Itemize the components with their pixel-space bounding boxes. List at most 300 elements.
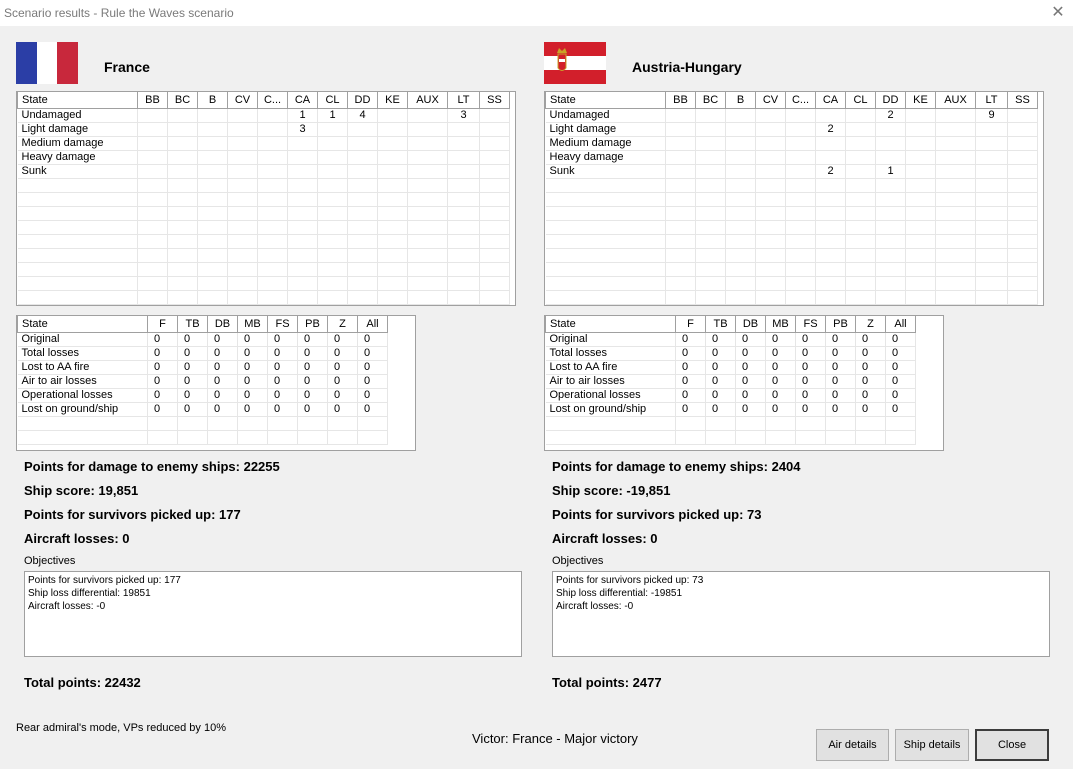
- cell-value: [238, 417, 268, 431]
- cell-value: [318, 179, 348, 193]
- cell-value: [906, 179, 936, 193]
- empty-row[interactable]: [546, 193, 1038, 207]
- cell-value: [906, 277, 936, 291]
- cell-value: [826, 431, 856, 445]
- cell-value: [816, 277, 846, 291]
- cell-value: 0: [766, 347, 796, 361]
- cell-value: [168, 123, 198, 137]
- cell-value: [726, 207, 756, 221]
- cell-value: [696, 207, 726, 221]
- air-row[interactable]: [18, 389, 388, 403]
- cell-value: [168, 277, 198, 291]
- cell-value: [696, 193, 726, 207]
- cell-value: [1008, 221, 1038, 235]
- cell-value: 0: [358, 361, 388, 375]
- column-header[interactable]: CA: [816, 92, 846, 109]
- aircraft-losses-france: Aircraft losses: 0: [24, 531, 130, 546]
- empty-row[interactable]: [546, 179, 1038, 193]
- cell-value: [318, 235, 348, 249]
- column-header[interactable]: CV: [756, 92, 786, 109]
- ship-row[interactable]: [546, 151, 1038, 165]
- empty-row[interactable]: [18, 235, 510, 249]
- cell-value: 0: [736, 403, 766, 417]
- cell-value: [876, 193, 906, 207]
- cell-value: [378, 165, 408, 179]
- ship-score-austria-hungary: Ship score: -19,851: [552, 483, 671, 498]
- column-header[interactable]: LT: [976, 92, 1008, 109]
- cell-value: [288, 179, 318, 193]
- air-row[interactable]: [546, 333, 916, 347]
- cell-value: [1008, 249, 1038, 263]
- column-header[interactable]: State: [18, 92, 138, 109]
- cell-value: [168, 235, 198, 249]
- cell-value: [328, 417, 358, 431]
- empty-row[interactable]: [546, 431, 916, 445]
- cell-value: 0: [796, 375, 826, 389]
- cell-value: [138, 179, 168, 193]
- ship-status-table-france[interactable]: [16, 91, 516, 306]
- objectives-label-austria-hungary: Objectives: [552, 555, 604, 567]
- column-header[interactable]: BC: [696, 92, 726, 109]
- column-header[interactable]: TB: [706, 316, 736, 333]
- air-row[interactable]: [18, 375, 388, 389]
- cell-value: [756, 221, 786, 235]
- cell-value: [288, 165, 318, 179]
- cell-value: [288, 249, 318, 263]
- cell-value: [348, 137, 378, 151]
- cell-value: 0: [826, 333, 856, 347]
- empty-row[interactable]: [546, 417, 916, 431]
- cell-value: 0: [298, 375, 328, 389]
- cell-value: [976, 249, 1008, 263]
- ship-row[interactable]: [18, 137, 510, 151]
- column-header[interactable]: PB: [826, 316, 856, 333]
- cell-value: [1008, 235, 1038, 249]
- cell-value: 1: [288, 109, 318, 123]
- ship-score-france: Ship score: 19,851: [24, 483, 139, 498]
- column-header[interactable]: FS: [796, 316, 826, 333]
- column-header[interactable]: State: [546, 92, 666, 109]
- cell-value: [816, 109, 846, 123]
- empty-row[interactable]: [18, 417, 388, 431]
- column-header[interactable]: SS: [1008, 92, 1038, 109]
- cell-value: [846, 221, 876, 235]
- cell-value: [936, 109, 976, 123]
- cell-value: 0: [208, 375, 238, 389]
- air-status-table-austria-hungary[interactable]: [544, 315, 944, 451]
- cell-value: 0: [766, 361, 796, 375]
- empty-row[interactable]: [18, 249, 510, 263]
- cell-value: [168, 193, 198, 207]
- cell-value: [238, 431, 268, 445]
- empty-row[interactable]: [18, 431, 388, 445]
- cell-value: [198, 123, 228, 137]
- cell-value: 0: [358, 403, 388, 417]
- cell-value: [288, 263, 318, 277]
- column-header[interactable]: B: [198, 92, 228, 109]
- objectives-box-france[interactable]: [24, 571, 522, 657]
- cell-value: [846, 109, 876, 123]
- column-header[interactable]: CV: [228, 92, 258, 109]
- row-label: Undamaged: [18, 109, 138, 123]
- cell-value: [408, 235, 448, 249]
- air-row[interactable]: [546, 347, 916, 361]
- column-header[interactable]: MB: [238, 316, 268, 333]
- column-header[interactable]: State: [546, 316, 676, 333]
- cell-value: [666, 221, 696, 235]
- column-header[interactable]: DB: [208, 316, 238, 333]
- cell-value: [876, 249, 906, 263]
- cell-value: [976, 207, 1008, 221]
- cell-value: [876, 221, 906, 235]
- column-header[interactable]: CA: [288, 92, 318, 109]
- cell-value: 2: [876, 109, 906, 123]
- cell-value: [876, 235, 906, 249]
- column-header[interactable]: MB: [766, 316, 796, 333]
- ship-row[interactable]: [18, 151, 510, 165]
- cell-value: [936, 151, 976, 165]
- air-row[interactable]: [18, 347, 388, 361]
- cell-value: [856, 417, 886, 431]
- cell-value: 0: [706, 347, 736, 361]
- cell-value: 0: [676, 361, 706, 375]
- column-header[interactable]: DD: [348, 92, 378, 109]
- empty-row[interactable]: [18, 179, 510, 193]
- cell-value: [258, 165, 288, 179]
- cell-value: 0: [298, 403, 328, 417]
- row-label: Sunk: [546, 165, 666, 179]
- column-header[interactable]: Z: [856, 316, 886, 333]
- cell-value: 3: [288, 123, 318, 137]
- cell-value: [480, 193, 510, 207]
- total-points-france: Total points: 22432: [24, 675, 141, 690]
- cell-value: [348, 263, 378, 277]
- column-header[interactable]: Z: [328, 316, 358, 333]
- cell-value: [846, 207, 876, 221]
- cell-value: [666, 123, 696, 137]
- cell-value: [976, 193, 1008, 207]
- empty-row[interactable]: [546, 207, 1038, 221]
- cell-value: [448, 235, 480, 249]
- cell-value: [228, 249, 258, 263]
- cell-value: [448, 249, 480, 263]
- cell-value: [328, 431, 358, 445]
- objective-line: Points for survivors picked up: 73: [556, 575, 704, 586]
- title-bar: [0, 0, 1073, 26]
- cell-value: [228, 123, 258, 137]
- ship-row[interactable]: [546, 109, 1038, 123]
- close-button[interactable]: Close: [975, 729, 1049, 761]
- cell-value: [666, 165, 696, 179]
- column-header[interactable]: KE: [906, 92, 936, 109]
- cell-value: [786, 235, 816, 249]
- survivors-points-france: Points for survivors picked up: 177: [24, 507, 241, 522]
- cell-value: 0: [796, 389, 826, 403]
- cell-value: 0: [208, 333, 238, 347]
- cell-value: [268, 431, 298, 445]
- cell-value: [726, 193, 756, 207]
- ship-status-table-austria-hungary[interactable]: [544, 91, 1044, 306]
- column-header[interactable]: TB: [178, 316, 208, 333]
- row-label: Light damage: [546, 123, 666, 137]
- cell-value: [1008, 109, 1038, 123]
- cell-value: [786, 109, 816, 123]
- empty-row[interactable]: [546, 291, 1038, 305]
- air-details-button[interactable]: Air details: [816, 729, 889, 761]
- cell-value: [726, 165, 756, 179]
- cell-value: [208, 417, 238, 431]
- cell-value: [876, 291, 906, 305]
- cell-value: [168, 151, 198, 165]
- cell-value: [906, 193, 936, 207]
- cell-value: 0: [856, 389, 886, 403]
- cell-value: [936, 235, 976, 249]
- row-label: Medium damage: [546, 137, 666, 151]
- cell-value: [138, 263, 168, 277]
- cell-value: [786, 249, 816, 263]
- empty-row[interactable]: [546, 221, 1038, 235]
- window-title: Scenario results - Rule the Waves scenario: [4, 6, 234, 20]
- cell-value: 0: [706, 389, 736, 403]
- row-label: [18, 277, 138, 291]
- cell-value: [378, 235, 408, 249]
- cell-value: [846, 193, 876, 207]
- empty-row[interactable]: [18, 207, 510, 221]
- air-status-table-france[interactable]: [16, 315, 416, 451]
- cell-value: [348, 277, 378, 291]
- column-header[interactable]: CL: [318, 92, 348, 109]
- cell-value: [1008, 263, 1038, 277]
- column-header[interactable]: DB: [736, 316, 766, 333]
- cell-value: 0: [826, 347, 856, 361]
- cell-value: 1: [876, 165, 906, 179]
- ship-details-button[interactable]: Ship details: [895, 729, 969, 761]
- empty-row[interactable]: [18, 291, 510, 305]
- objective-line: Ship loss differential: 19851: [28, 588, 151, 599]
- column-header[interactable]: F: [148, 316, 178, 333]
- cell-value: [288, 151, 318, 165]
- row-label: [546, 221, 666, 235]
- cell-value: [358, 417, 388, 431]
- empty-row[interactable]: [546, 235, 1038, 249]
- cell-value: [168, 109, 198, 123]
- cell-value: [198, 165, 228, 179]
- empty-row[interactable]: [546, 277, 1038, 291]
- cell-value: [198, 249, 228, 263]
- cell-value: [766, 431, 796, 445]
- cell-value: [480, 207, 510, 221]
- cell-value: 0: [148, 347, 178, 361]
- row-label: [546, 193, 666, 207]
- air-row[interactable]: [546, 403, 916, 417]
- aircraft-losses-austria-hungary: Aircraft losses: 0: [552, 531, 658, 546]
- objective-line: Aircraft losses: -0: [556, 601, 634, 612]
- column-header[interactable]: SS: [480, 92, 510, 109]
- points-damage-france: Points for damage to enemy ships: 22255: [24, 459, 280, 474]
- empty-row[interactable]: [546, 263, 1038, 277]
- cell-value: [886, 417, 916, 431]
- column-header[interactable]: KE: [378, 92, 408, 109]
- cell-value: [786, 263, 816, 277]
- cell-value: [378, 291, 408, 305]
- cell-value: 0: [706, 333, 736, 347]
- cell-value: [846, 165, 876, 179]
- cell-value: [936, 207, 976, 221]
- ship-row[interactable]: [18, 165, 510, 179]
- column-header[interactable]: DD: [876, 92, 906, 109]
- cell-value: [178, 417, 208, 431]
- cell-value: [448, 221, 480, 235]
- cell-value: 0: [796, 361, 826, 375]
- air-row[interactable]: [18, 361, 388, 375]
- cell-value: [786, 291, 816, 305]
- air-row[interactable]: [546, 389, 916, 403]
- ship-row[interactable]: [546, 165, 1038, 179]
- column-header[interactable]: BB: [666, 92, 696, 109]
- cell-value: [936, 277, 976, 291]
- column-header[interactable]: F: [676, 316, 706, 333]
- cell-value: 0: [886, 375, 916, 389]
- cell-value: [138, 165, 168, 179]
- cell-value: [786, 179, 816, 193]
- cell-value: [906, 235, 936, 249]
- cell-value: [976, 291, 1008, 305]
- objective-line: Aircraft losses: -0: [28, 601, 106, 612]
- row-label: [18, 207, 138, 221]
- cell-value: [1008, 123, 1038, 137]
- cell-value: [936, 137, 976, 151]
- column-header[interactable]: CL: [846, 92, 876, 109]
- empty-row[interactable]: [18, 263, 510, 277]
- cell-value: [816, 137, 846, 151]
- cell-value: 0: [238, 347, 268, 361]
- cell-value: [258, 221, 288, 235]
- cell-value: [318, 221, 348, 235]
- cell-value: [318, 151, 348, 165]
- empty-row[interactable]: [18, 221, 510, 235]
- cell-value: [666, 109, 696, 123]
- ship-row[interactable]: [546, 123, 1038, 137]
- cell-value: [826, 417, 856, 431]
- cell-value: [736, 417, 766, 431]
- cell-value: [448, 123, 480, 137]
- cell-value: [846, 179, 876, 193]
- cell-value: 0: [328, 347, 358, 361]
- cell-value: [298, 431, 328, 445]
- cell-value: [666, 291, 696, 305]
- cell-value: [906, 263, 936, 277]
- cell-value: 0: [358, 389, 388, 403]
- column-header[interactable]: BC: [168, 92, 198, 109]
- empty-row[interactable]: [18, 277, 510, 291]
- cell-value: [198, 151, 228, 165]
- cell-value: [138, 235, 168, 249]
- objectives-box-austria-hungary[interactable]: [552, 571, 1050, 657]
- cell-value: [348, 193, 378, 207]
- cell-value: [480, 221, 510, 235]
- cell-value: [676, 431, 706, 445]
- cell-value: [976, 277, 1008, 291]
- column-header[interactable]: C...: [786, 92, 816, 109]
- air-row[interactable]: [18, 403, 388, 417]
- cell-value: [448, 137, 480, 151]
- cell-value: [168, 291, 198, 305]
- cell-value: [288, 137, 318, 151]
- column-header[interactable]: PB: [298, 316, 328, 333]
- cell-value: [408, 207, 448, 221]
- column-header[interactable]: AUX: [408, 92, 448, 109]
- air-row[interactable]: [546, 361, 916, 375]
- row-label: Original: [546, 333, 676, 347]
- cell-value: [228, 151, 258, 165]
- cell-value: [976, 165, 1008, 179]
- row-label: [546, 179, 666, 193]
- cell-value: 0: [328, 389, 358, 403]
- row-label: Lost on ground/ship: [18, 403, 148, 417]
- cell-value: 0: [298, 361, 328, 375]
- row-label: Air to air losses: [18, 375, 148, 389]
- column-header[interactable]: C...: [258, 92, 288, 109]
- row-label: [546, 277, 666, 291]
- close-icon[interactable]: ✕: [1051, 4, 1065, 21]
- cell-value: [906, 221, 936, 235]
- cell-value: [666, 151, 696, 165]
- cell-value: [298, 417, 328, 431]
- air-row[interactable]: [18, 333, 388, 347]
- cell-value: [138, 193, 168, 207]
- cell-value: [408, 179, 448, 193]
- cell-value: [480, 249, 510, 263]
- column-header[interactable]: LT: [448, 92, 480, 109]
- cell-value: [258, 277, 288, 291]
- column-header[interactable]: All: [358, 316, 388, 333]
- cell-value: [148, 431, 178, 445]
- empty-row[interactable]: [546, 249, 1038, 263]
- empty-row[interactable]: [18, 193, 510, 207]
- cell-value: 0: [358, 347, 388, 361]
- cell-value: [1008, 277, 1038, 291]
- cell-value: [696, 235, 726, 249]
- ship-row[interactable]: [18, 123, 510, 137]
- cell-value: [208, 431, 238, 445]
- survivors-points-austria-hungary: Points for survivors picked up: 73: [552, 507, 762, 522]
- cell-value: [756, 123, 786, 137]
- cell-value: [976, 263, 1008, 277]
- cell-value: 0: [268, 333, 298, 347]
- cell-value: [876, 263, 906, 277]
- ship-row[interactable]: [546, 137, 1038, 151]
- cell-value: [168, 263, 198, 277]
- cell-value: [786, 165, 816, 179]
- row-label: [18, 235, 138, 249]
- cell-value: [936, 123, 976, 137]
- cell-value: [168, 249, 198, 263]
- column-header[interactable]: B: [726, 92, 756, 109]
- column-header[interactable]: All: [886, 316, 916, 333]
- cell-value: [816, 291, 846, 305]
- cell-value: [138, 123, 168, 137]
- column-header[interactable]: State: [18, 316, 148, 333]
- column-header[interactable]: FS: [268, 316, 298, 333]
- ship-row[interactable]: [18, 109, 510, 123]
- air-row[interactable]: [546, 375, 916, 389]
- cell-value: [726, 123, 756, 137]
- cell-value: [706, 431, 736, 445]
- column-header[interactable]: BB: [138, 92, 168, 109]
- cell-value: [936, 249, 976, 263]
- cell-value: [198, 207, 228, 221]
- column-header[interactable]: AUX: [936, 92, 976, 109]
